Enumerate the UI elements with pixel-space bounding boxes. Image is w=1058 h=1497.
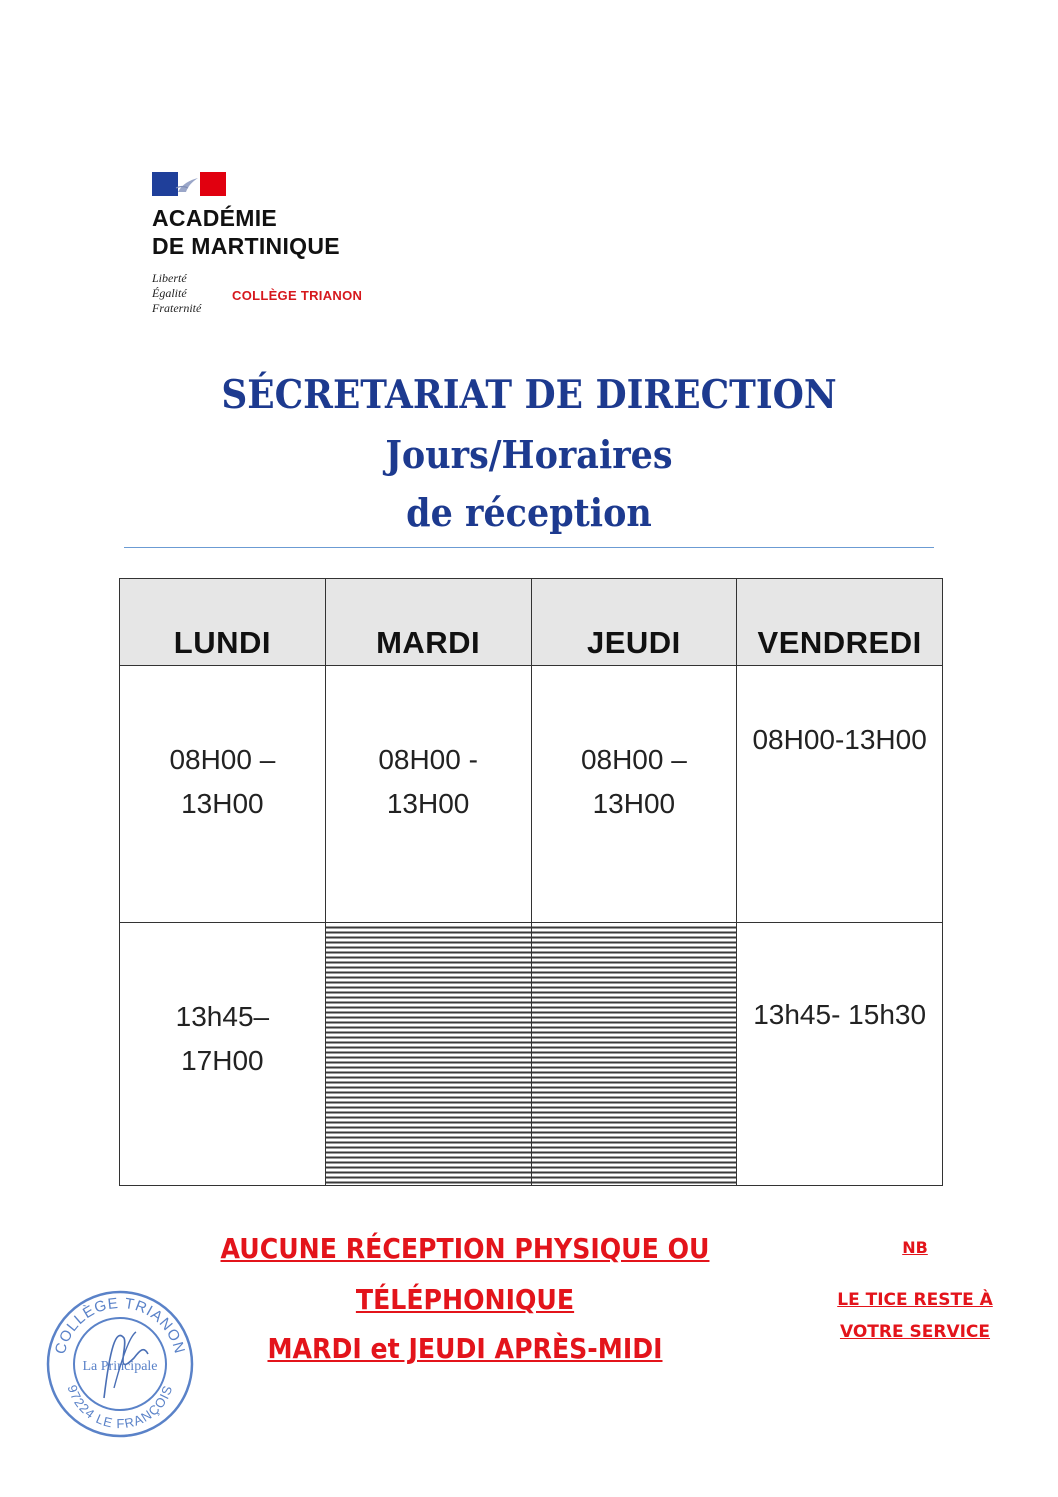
devise-egalite: Égalité [152, 286, 187, 300]
day-header-lundi: LUNDI [120, 579, 326, 666]
stamp-top-text: COLLÈGE TRIANON [51, 1294, 189, 1356]
college-name: COLLÈGE TRIANON [232, 288, 363, 303]
devise-fraternite: Fraternité [152, 301, 202, 315]
table-row-afternoon [120, 923, 943, 1186]
cell-lundi-afternoon [120, 923, 326, 1186]
notice-line-3: MARDI et JEUDI APRÈS-MIDI [267, 1332, 663, 1365]
notice-line-2: TÉLÉPHONIQUE [355, 1283, 575, 1316]
hours-jeudi-morning: 08H00 – 13H00 [580, 744, 687, 819]
academie-logo [152, 172, 412, 332]
day-header-jeudi: JEUDI [531, 579, 737, 666]
cell-mardi-afternoon-closed [325, 923, 531, 1186]
cell-lundi-morning [120, 666, 326, 923]
page-subtitle-2: de réception [406, 490, 652, 535]
official-stamp-icon [44, 1288, 196, 1440]
cell-vendredi-morning [737, 666, 943, 923]
hours-lundi-afternoon: 13h45– 17H00 [175, 1001, 270, 1076]
page-subtitle-1: Jours/Horaires [385, 432, 673, 477]
cell-vendredi-afternoon [737, 923, 943, 1186]
table-header-row [120, 579, 943, 666]
nb-line-2: VOTRE SERVICE [839, 1322, 991, 1342]
marianne-flag-icon [152, 172, 226, 196]
hours-vendredi-morning: 08H00-13H00 [752, 724, 927, 755]
hours-mardi-morning: 08H00 - 13H00 [378, 744, 478, 819]
hours-lundi-morning: 08H00 – 13H00 [169, 744, 276, 819]
nb-label: NB [902, 1238, 928, 1257]
devise [152, 271, 201, 316]
table-row-morning [120, 666, 943, 923]
day-header-vendredi: VENDREDI [737, 579, 943, 666]
hours-vendredi-afternoon: 13h45- 15h30 [753, 999, 927, 1030]
nb-line-1: LE TICE RESTE À [837, 1290, 993, 1310]
notice-line-1: AUCUNE RÉCEPTION PHYSIQUE OU [220, 1232, 710, 1265]
stamp-bottom-text: 97224 LE FRANÇOIS [64, 1382, 176, 1432]
cell-mardi-morning [325, 666, 531, 923]
page-title: SÉCRETARIAT DE DIRECTION [221, 372, 837, 418]
academie-line-1: ACADÉMIE [152, 205, 278, 231]
schedule-table [119, 578, 943, 1186]
title-divider [124, 547, 934, 548]
cell-jeudi-morning [531, 666, 737, 923]
day-header-mardi: MARDI [325, 579, 531, 666]
devise-liberte: Liberté [152, 271, 187, 285]
stamp-center-text: La Principale [82, 1359, 158, 1374]
academie-line-2: DE MARTINIQUE [152, 233, 340, 259]
academie-name [152, 204, 340, 260]
cell-jeudi-afternoon-closed [531, 923, 737, 1186]
svg-text:COLLÈGE TRIANON [52, 1295, 188, 1356]
